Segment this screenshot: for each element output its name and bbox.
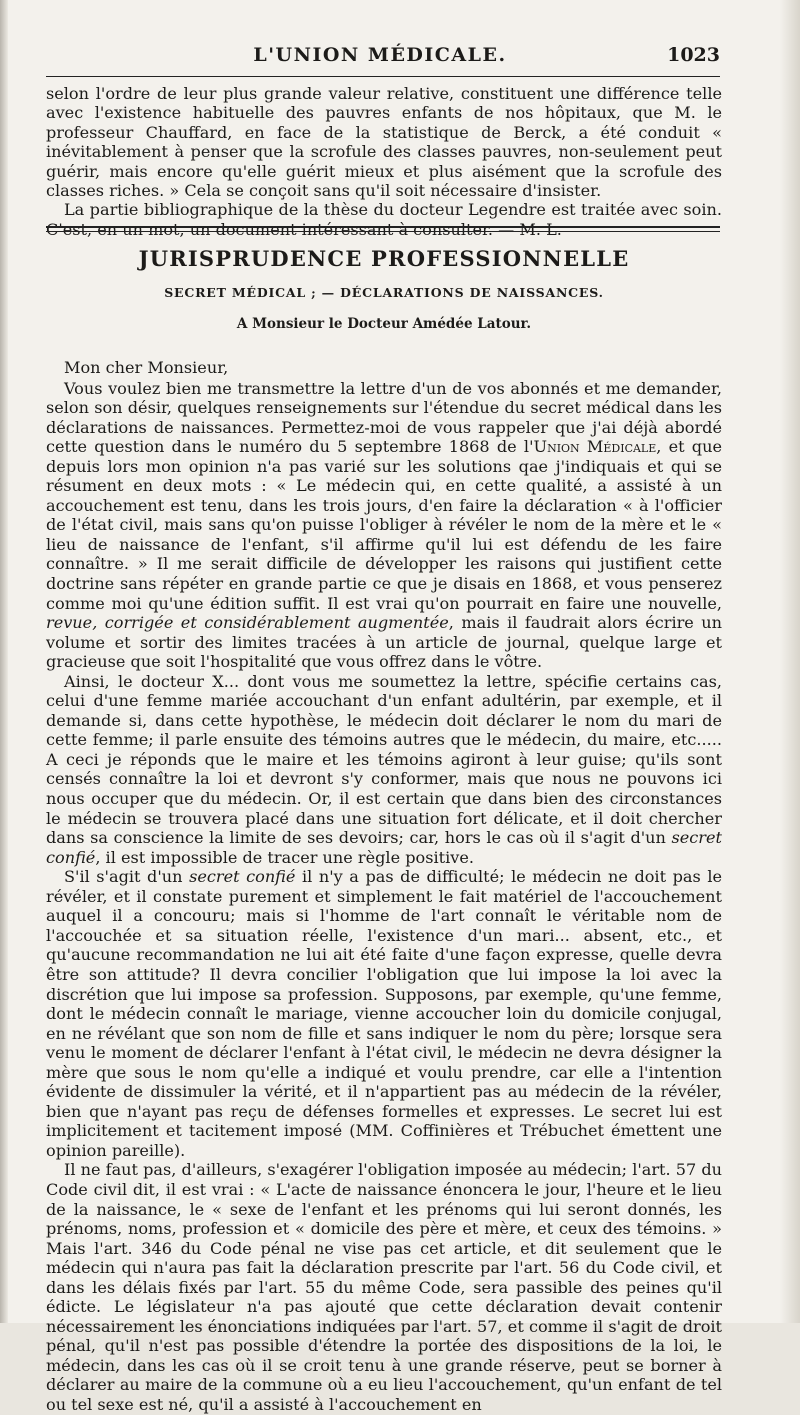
letter-paragraph <box>46 379 722 672</box>
header-rule <box>46 76 720 77</box>
text-run: , et que depuis lors mon opinion n'a pas varié sur les solutions qae j'indiquais et qui se résument en deux mots : « Le médecin qui, en cette qualité, a assisté à un accouchement est tenu, dans les trois jours, d'en faire la déclaration « à l'officier de l'état civil, mais sans qu'on puisse l'obliger à révéler le nom de la mère et le « lieu de naissance de l'enfant, s'il affirme qu'il lui est défendu de les faire connaître. » Il me serait difficile de développer les raisons qui justifient cette doctrine sans répéter en grande partie ce que je disais en 1868, et vous penserez comme moi qu'une édition suffit. Il est vrai qu'on pourrait en faire une nouvelle, <box>46 437 722 613</box>
letter-body <box>46 358 722 1415</box>
text-run: , mais il faudrait alors écrire un volume et sortir des limites tracées à un article de journal, quelque large et gracieuse que soit l'hospitalité que vous offrez dans le vôtre. <box>46 613 722 672</box>
section-heading <box>46 246 722 332</box>
page-edge-right <box>780 0 800 1323</box>
previous-article-paragraph: selon l'ordre de leur plus grande valeur relative, constituent une différence telle avec l'existence habituelle des pauvres enfants de nos hôpitaux, que M. le professeur Chauffard, en face de la statistique de Berck, a été conduit « inévitablement à penser que la scrofule des classes pauvres, non-seulement peut guérir, mais encore qu'elle guérit mieux et plus aisément que la scrofule des classes riches. » Cela se conçoit sans qu'il soit nécessaire d'insister. <box>46 84 722 201</box>
letter-addressee: A Monsieur le Docteur Amédée Latour. <box>236 316 532 332</box>
text-run: il n'y a pas de difficulté; le médecin ne doit pas le révéler, et il constate purement et simplement le fait matériel de l'accouchement auquel il a concouru; mais si l'homme de l'art connaît le véritable nom de l'accouchée et sa situation réelle, l'existence d'un mari... absent, etc., et qu'aucune recommandation ne lui ait été faite d'une façon expresse, quelle devra être son attitude? Il devra concilier l'obligation que lui impose la loi avec la discrétion que lui impose sa profession. Supposons, par exemple, qu'une femme, dont le médecin connaît le mariage, vienne accoucher loin du domicile conjugal, en ne révélant que son nom de fille et sans indiquer le nom du père; lorsque sera venu le moment de déclarer l'enfant à l'état civil, le médecin ne devra désigner la mère que sous le nom qu'elle a indiqué et voulu prendre, car elle a l'intention évidente de dissimuler la vérité, et il n'appartient pas au médecin de la révéler, bien que n'ayant pas reçu de défenses formelles et expresses. Le secret lui est implicitement et tacitement imposé (MM. Coffinières et Trébuchet émettent une opinion pareille). <box>46 867 722 1160</box>
page-number: 1023 <box>667 44 720 66</box>
page-edge-left <box>0 0 8 1323</box>
text-run: Ainsi, le docteur X... dont vous me soumettez la lettre, spécifie certains cas, celui d'une femme mariée accouchant d'un enfant adultérin, par exemple, et il demande si, dans cette hypothèse, le médecin doit déclarer le nom du mari de cette femme; il parle ensuite des témoins autres que le médecin, du maire, etc..... A ceci je réponds que le maire et les témoins agiront à leur guise; qu'ils sont censés connaître la loi et devront s'y conformer, mais que nous ne pouvons ici nous occuper que du médecin. Or, il est certain que dans bien des circonstances le médecin se trouvera placé dans une situation fort délicate, et il doit chercher dans sa conscience la limite de ses devoirs; car, hors le cas où il s'agit d'un <box>46 671 722 848</box>
previous-article-ending <box>46 84 722 239</box>
letter-paragraph: Il ne faut pas, d'ailleurs, s'exagérer l'obligation imposée au médecin; l'art. 57 du Code civil dit, il est vrai : « L'acte de naissance énoncera le jour, l'heure et le lieu de la naissance, le « sexe de l'enfant et les prénoms qui lui seront donnés, les prénoms, noms, profession et « domicile des père et mère, et ceux des témoins. » Mais l'art. 346 du Code pénal ne vise pas cet article, et dit seulement que le médecin qui n'aura pas fait la déclaration prescrite par l'art. 56 du Code civil, et dans les délais fixés par l'art. 55 du même Code, sera passible des peines qu'il édicte. Le législateur n'a pas ajouté que cette déclaration devait contenir nécessairement les énonciations indiquées par l'art. 57, et comme il s'agit de droit pénal, qu'il n'est pas possible d'étendre la portée des dispositions de la loi, le médecin, dans les cas où il se croit tenu à une grande réserve, peut se borner à déclarer au maire de la commune où a eu lieu l'accouchement, qu'un enfant de tel ou tel sexe est né, qu'il a assisté à l'accouchement en <box>46 1160 723 1414</box>
letter-paragraph <box>46 672 722 867</box>
italic-phrase: secret confié <box>189 867 296 887</box>
running-title: L'UNION MÉDICALE. <box>253 44 507 66</box>
letter-paragraph <box>46 867 722 1160</box>
page-header <box>40 44 720 74</box>
italic-phrase: revue, corrigée et considérablement augmentée <box>46 613 449 633</box>
italic-phrase: secret confié <box>46 828 722 867</box>
section-subtitle: SECRET MÉDICAL ; — DÉCLARATIONS DE NAISSANCES. <box>164 285 604 300</box>
journal-name: Union Médicale <box>533 437 657 457</box>
section-title: JURISPRUDENCE PROFESSIONNELLE <box>138 246 630 271</box>
previous-article-signoff: La partie bibliographique de la thèse du docteur Legendre est traitée avec soin. C'est, en un mot, un document intéressant à consulter. — M. L. <box>46 200 722 239</box>
text-run: , il est impossible de tracer une règle positive. <box>95 847 474 867</box>
section-divider-rule <box>46 226 720 232</box>
letter-salutation: Mon cher Monsieur, <box>64 358 229 377</box>
text-run: S'il s'agit d'un <box>64 867 190 887</box>
text-run: Vous voulez bien me transmettre la lettre d'un de vos abonnés et me demander, selon son désir, quelques renseignements sur l'étendue du secret médical dans les déclarations de naissances. Permettez-moi de vous rappeler que j'ai déjà abordé cette question dans le numéro du 5 septembre 1868 de l' <box>46 378 722 457</box>
